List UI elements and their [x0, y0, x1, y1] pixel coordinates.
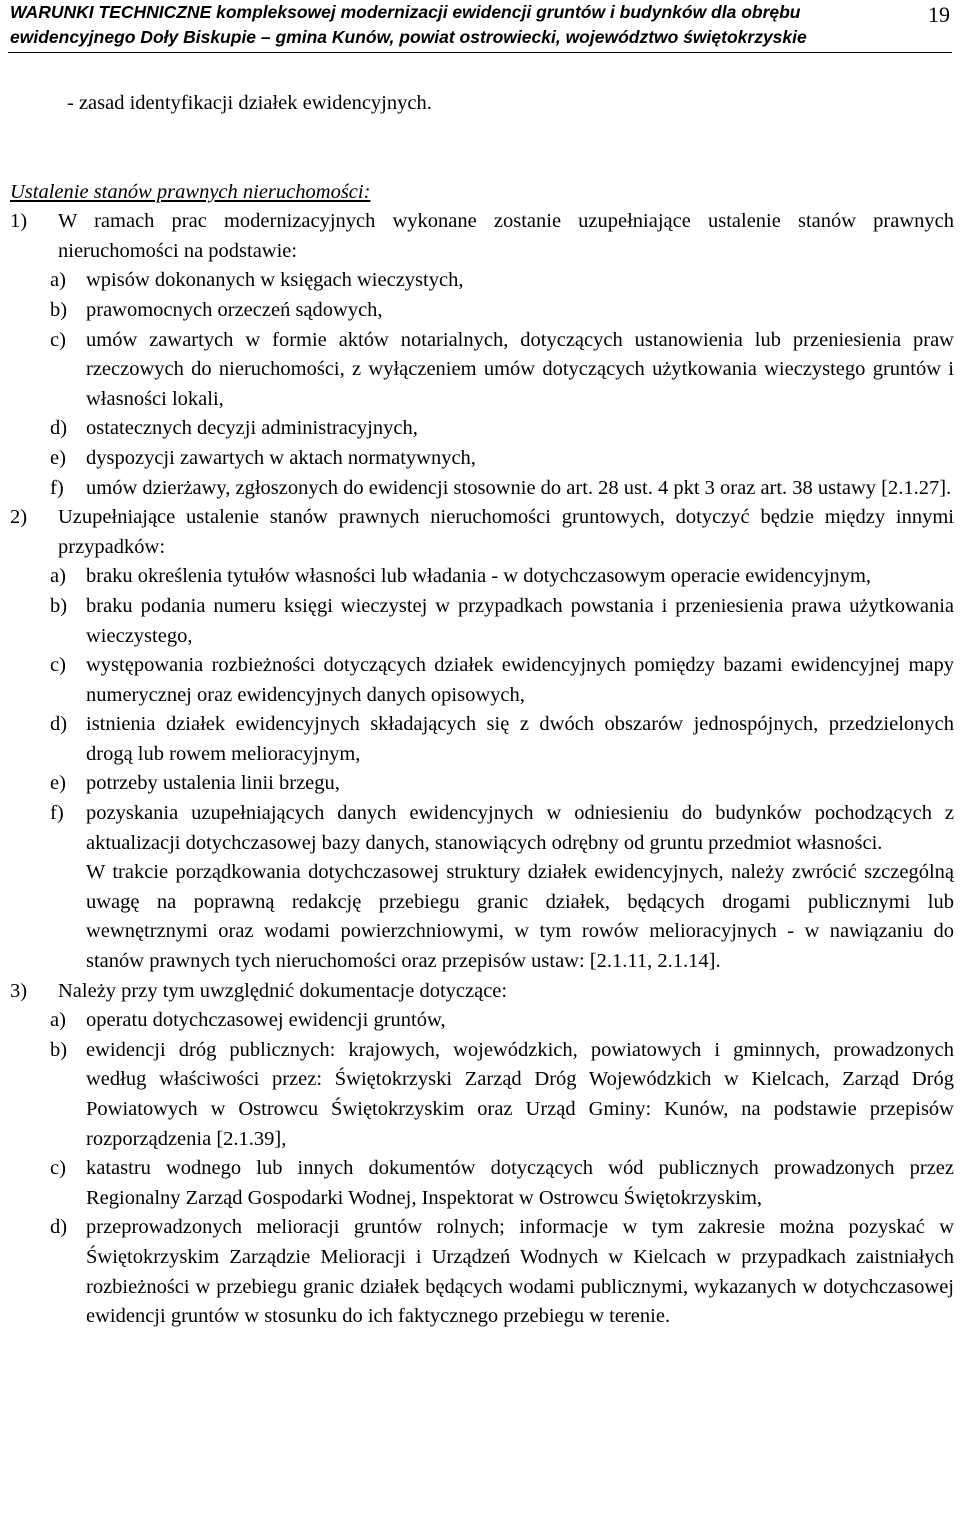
list-item-1: [10, 207, 954, 266]
sub-item-label: f): [50, 476, 64, 499]
sub-item-text: umów zawartych w formie aktów notarialnych, dotyczących ustanowienia lub przeniesienia praw rzeczowych do nieruchomości, z wyłączeniem umów dotyczących użytkowania wieczystego gruntów i własności lokali,: [86, 328, 954, 410]
page-number: 19: [928, 2, 950, 27]
sub-item-text: operatu dotychczasowej ewidencji gruntów,: [86, 1009, 446, 1032]
sub-item-label: d): [50, 417, 68, 440]
sub-item-label: c): [50, 654, 66, 677]
sub-item-text: istnienia działek ewidencyjnych składających się z dwóch obszarów jednospójnych, przedzielonych drogą lub rowem melioracyjnym,: [86, 713, 954, 765]
sub-item-text: umów dzierżawy, zgłoszonych do ewidencji stosownie do art. 28 ust. 4 pkt 3 oraz art. 38 ustawy [2.1.27].: [86, 476, 952, 499]
sublist-1: [10, 266, 954, 503]
sub-item-text: ewidencji dróg publicznych: krajowych, wojewódzkich, powiatowych i gminnych, prowadzonych według właściwości przez: Świętokrzyski Zarząd Dróg Wojewódzkich w Kielcach, Zarząd Dróg Powiatowych w Ostrowcu Świętokrzyskim oraz Urząd Gminy: Kunów, na podstawie przepisów rozporządzenia [2.1.39],: [86, 1038, 954, 1150]
sub-item-label: a): [50, 269, 66, 292]
sub-item-text: przeprowadzonych melioracji gruntów rolnych; informacje w tym zakresie można pozyskać w Świętokrzyskim Zarządzie Melioracji i Urządzeń Wodnych w Kielcach w przypadkach zaistniałych rozbieżności w przebiegu granic działek będących wodami publicznymi, wykazanych w dotychczasowej ewidencji gruntów w stosunku do ich faktycznego przebiegu w terenie.: [86, 1216, 954, 1328]
sub-item-label: c): [50, 1157, 66, 1180]
sub-item-label: a): [50, 1009, 66, 1032]
sub-item-label: e): [50, 446, 66, 469]
list-item-text: Uzupełniające ustalenie stanów prawnych nieruchomości gruntowych, dotyczyć będzie między innymi przypadków:: [58, 506, 954, 558]
sub-item: [50, 414, 954, 444]
sub-item-text: potrzeby ustalenia linii brzegu,: [86, 772, 340, 795]
sub-item-label: b): [50, 594, 68, 617]
page-header: [8, 0, 952, 53]
sub-item-text: występowania rozbieżności dotyczących działek ewidencyjnych pomiędzy bazami ewidencyjnej mapy numerycznej oraz ewidencyjnych danych opisowych,: [86, 654, 954, 706]
sub-item: [50, 296, 954, 326]
sub-item: [50, 710, 954, 769]
list-item-number: 2): [10, 506, 28, 529]
sub-item: [50, 1006, 954, 1036]
sub-item-text: braku podania numeru księgi wieczystej w przypadkach powstania i przeniesienia prawa użytkowania wieczystego,: [86, 594, 954, 647]
document-body: [10, 89, 954, 1332]
intro-dash-item: - zasad identyfikacji działek ewidencyjnych.: [67, 92, 432, 114]
list-item-text: W ramach prac modernizacyjnych wykonane zostanie uzupełniające ustalenie stanów prawnych nieruchomości na podstawie:: [58, 210, 954, 262]
sub-item: [50, 444, 954, 474]
sub-item-text: katastru wodnego lub innych dokumentów dotyczących wód publicznych prowadzonych przez Regionalny Zarząd Gospodarki Wodnej, Inspektorat w Ostrowcu Świętokrzyskim,: [86, 1157, 954, 1209]
sub-item: [50, 326, 954, 415]
sub-item-label: b): [50, 298, 68, 321]
sub-item: [50, 592, 954, 651]
sublist-2: [10, 562, 954, 858]
sub-item-label: a): [50, 565, 66, 588]
list-item-text: Należy przy tym uwzględnić dokumentacje dotyczące:: [58, 979, 508, 1002]
section-heading: Ustalenie stanów prawnych nieruchomości:: [10, 180, 371, 203]
sub-item-label: b): [50, 1038, 68, 1061]
sub-item: [50, 651, 954, 710]
sub-item-text: prawomocnych orzeczeń sądowych,: [86, 298, 383, 321]
sub-item: [50, 1154, 954, 1213]
sub-item-label: d): [50, 1216, 68, 1239]
sub-item-label: d): [50, 713, 68, 736]
sub-item: [50, 266, 954, 296]
sub-item-text: pozyskania uzupełniających danych ewidencyjnych w odniesieniu do budynków pochodzących z aktualizacji dotychczasowej bazy danych, stanowiących odrębny od gruntu przedmiot własności.: [86, 802, 954, 854]
sub-item-text: ostatecznych decyzji administracyjnych,: [86, 417, 418, 440]
list-item-number: 1): [10, 210, 28, 233]
sub-item-text: wpisów dokonanych w księgach wieczystych,: [86, 269, 464, 292]
list-item-number: 3): [10, 979, 28, 1002]
sub-item: [50, 1213, 954, 1331]
sub-item: [50, 562, 954, 592]
sub-item: [50, 474, 954, 504]
header-title-line-2: ewidencyjnego Doły Biskupie – gmina Kunów, powiat ostrowiecki, województwo świętokrzyskie: [10, 27, 807, 47]
sub-item-label: e): [50, 772, 66, 795]
sub-item: [50, 799, 954, 858]
sub-item-label: f): [50, 802, 64, 825]
item-2-note-paragraph: W trakcie porządkowania dotychczasowej struktury działek ewidencyjnych, należy zwrócić szczególną uwagę na poprawną redakcję przebiegu granic działek, będących drogami publicznymi lub wewnętrznymi oraz wodami powierzchniowymi, w tym rowów melioracyjnych - w nawiązaniu do stanów prawnych tych nieruchomości oraz przepisów ustaw: [2.1.11, 2.1.14].: [86, 861, 954, 973]
list-item-2: [10, 503, 954, 562]
sub-item: [50, 769, 954, 799]
header-title-line-1: WARUNKI TECHNICZNE kompleksowej modernizacji ewidencji gruntów i budynków dla obrębu: [10, 2, 801, 22]
sub-item-label: c): [50, 328, 66, 351]
sub-item-text: braku określenia tytułów własności lub władania - w dotychczasowym operacie ewidencyjnym,: [86, 565, 872, 588]
sub-item: [50, 1036, 954, 1154]
list-item-3: [10, 977, 954, 1007]
sub-item-text: dyspozycji zawartych w aktach normatywnych,: [86, 446, 476, 469]
sublist-3: [10, 1006, 954, 1332]
